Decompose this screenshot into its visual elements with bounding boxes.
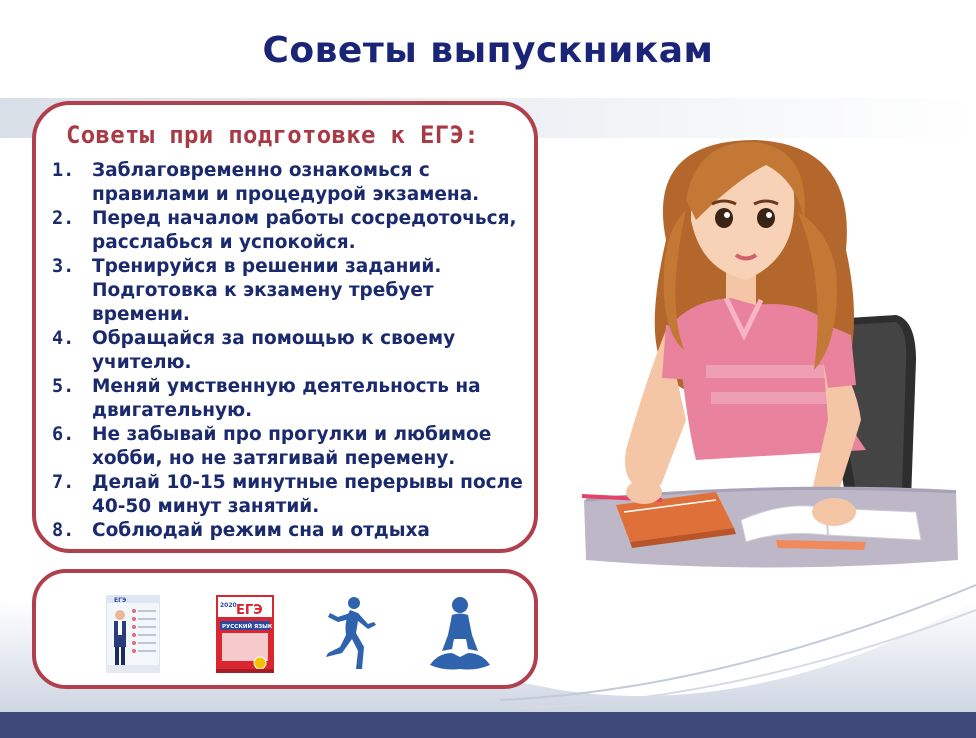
tip-number: 1. (52, 160, 75, 181)
tip-number: 3. (52, 256, 75, 277)
tip-text: Делай 10-15 минутные перерывы после 40-50 минут занятий. (92, 472, 523, 517)
tips-list (52, 159, 536, 543)
runner-icon (320, 595, 380, 673)
tips-panel (32, 101, 538, 553)
footer-bar (0, 712, 976, 738)
book-subject: РУССКИЙ ЯЗЫК (222, 624, 273, 630)
book-label: ЕГЭ (236, 603, 263, 618)
poster-label: ЕГЭ (114, 597, 127, 604)
tip-item (52, 255, 536, 327)
exam-textbook-icon (216, 595, 274, 673)
tip-number: 6. (52, 424, 75, 445)
tip-text: Перед началом работы сосредоточься, расслабься и успокойся. (92, 208, 517, 253)
tip-number: 8. (52, 520, 75, 541)
tip-text: Обращайся за помощью к своему учителю. (92, 328, 456, 373)
student-girl-illustration (566, 120, 966, 580)
tip-number: 4. (52, 328, 75, 349)
tip-text: Соблюдай режим сна и отдыха (92, 520, 430, 541)
tip-text: Не забывай про прогулки и любимое хобби, но не затягивай перемену. (92, 424, 492, 469)
tip-text: Тренируйся в решении заданий. Подготовка к экзамену требует времени. (92, 256, 442, 325)
tip-item (52, 327, 536, 375)
tip-text: Заблаговременно ознакомься с правилами и процедурой экзамена. (92, 160, 480, 205)
icons-panel (32, 569, 538, 689)
tip-number: 7. (52, 472, 75, 493)
meditation-icon (428, 595, 492, 673)
tips-heading: Советы при подготовке к ЕГЭ: (66, 121, 479, 149)
book-year: 2020 (220, 602, 237, 609)
tip-item (52, 471, 536, 519)
tip-item (52, 159, 536, 207)
page-title: Советы выпускникам (262, 30, 714, 71)
tip-number: 2. (52, 208, 75, 229)
tip-item (52, 207, 536, 255)
tip-item (52, 375, 536, 423)
tip-item (52, 423, 536, 471)
exam-poster-icon (106, 595, 160, 673)
tip-number: 5. (52, 376, 75, 397)
tip-item (52, 519, 536, 543)
tip-text: Меняй умственную деятельность на двигательную. (92, 376, 481, 421)
